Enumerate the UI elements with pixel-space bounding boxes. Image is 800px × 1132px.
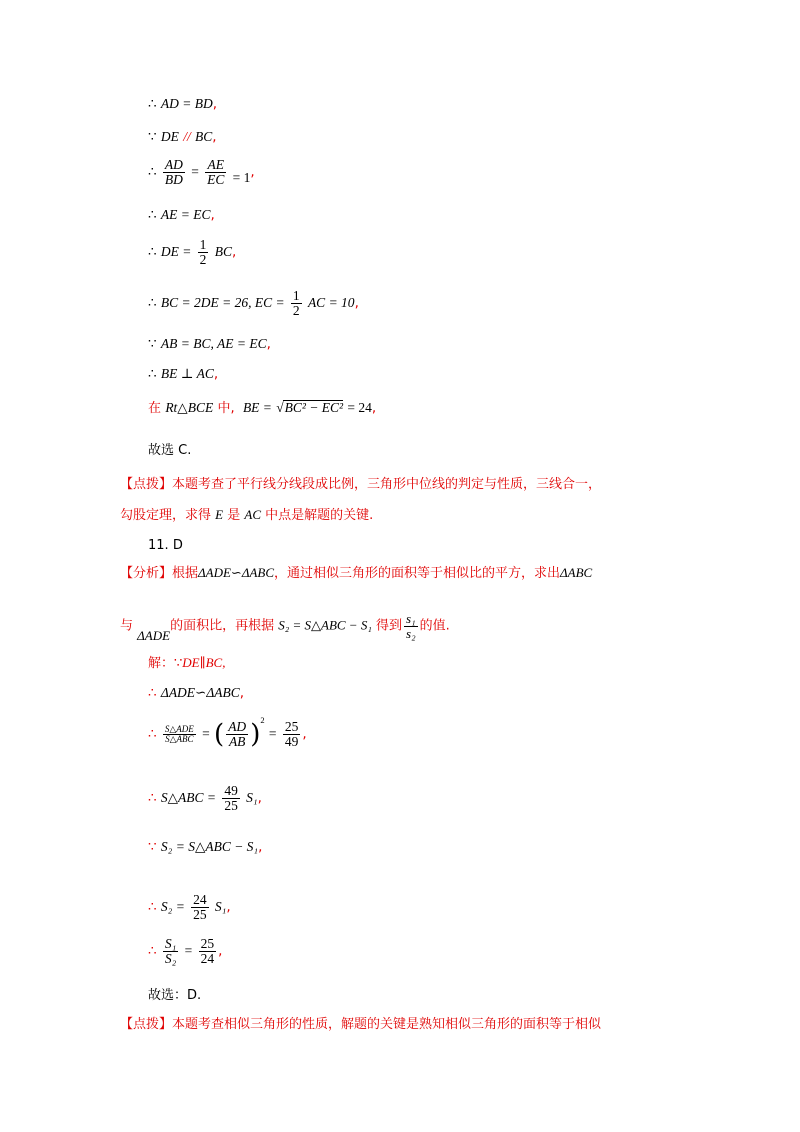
fraction: $\frac{\text{S△ADE}}{\text{S△ABC}}$ [164, 723, 194, 745]
fraction: $\frac{\text{s₁}}{\text{s₂}}$ [406, 611, 416, 641]
step-be-perp-ac: ∴ BE ⊥ AC, [148, 366, 219, 382]
analysis-paragraph: 【分析】根据ΔADE∽ΔABC，通过相似三角形的面积等于相似比的平方，求出ΔABC [120, 565, 593, 581]
solution-s-abc: ∴ S△ABC = $\frac{49}{25}$ S₁, [148, 783, 262, 814]
fraction: $\frac{25}{49}$ [284, 719, 299, 750]
step-pythagoras-be: 在 Rt△BCE 中, BE = √BC² − EC² = 24, [148, 400, 377, 416]
fraction: $\frac{1}{2}$ [199, 237, 207, 268]
tip-paragraph-2: 【点拨】本题考查相似三角形的性质，解题的关键是熟知相似三角形的面积等于相似 [120, 1017, 602, 1032]
solution-area-ratio: ∴ $\frac{\text{S△ADE}}{\text{S△ABC}}$ = ( $\frac{AD}{AB}$ )$^2$ = $\frac{25}{49}$ , [148, 714, 307, 750]
analysis-paragraph-cont: 与 ΔADE的面积比，再根据 S₂ = S△ABC − S₁ 得到 $\frac{\text{s₁}}{\text{s₂}}$ 的值. [120, 611, 450, 643]
fraction: $\frac{\text{S₁}}{\text{S₂}}$ [164, 936, 177, 967]
answer-choice-c: 故选 C. [148, 443, 192, 458]
fraction: $\frac{AD}{BD}$ [164, 157, 183, 188]
solution-s2-formula: ∵ S₂ = S△ABC − S₁, [148, 839, 263, 855]
tip-paragraph-1: 【点拨】本题考查了平行线分线段成比例，三角形中位线的判定与性质，三线合一， [120, 477, 602, 492]
step-ab-bc-ae-ec: ∵ AB = BC, AE = EC, [148, 336, 271, 352]
fraction: $\frac{24}{25}$ [193, 892, 207, 923]
fraction: $\frac{1}{2}$ [292, 288, 300, 319]
step-ratio-ad-bd: ∴ $\frac{AD}{BD}$ = $\frac{AE}{EC}$ = 1, [148, 157, 255, 188]
step-de-half-bc: ∴ DE = $\frac{1}{2}$ BC, [148, 237, 237, 268]
solution-start: 解：∵DE∥BC, [148, 655, 226, 671]
fraction: $\frac{25}{24}$ [200, 936, 215, 967]
fraction: $\frac{49}{25}$ [224, 783, 238, 814]
step-bc-26-ec-10: ∴ BC = 2DE = 26, EC = $\frac{1}{2}$ AC = 10, [148, 288, 359, 319]
question-11-answer: 11. D [148, 538, 183, 553]
step-ad-eq-bd: ∴ AD = BD, [148, 96, 218, 112]
answer-choice-d: 故选：D. [148, 988, 202, 1003]
solution-s2-value: ∴ S₂ = $\frac{24}{25}$ S₁, [148, 892, 231, 923]
solution-final-ratio: ∴ $\frac{\text{S₁}}{\text{S₂}}$ = $\frac{25}{24}$ , [148, 936, 223, 967]
square-root: BC² − EC² [284, 400, 344, 415]
fraction: $\frac{AD}{AB}$ [228, 719, 247, 750]
step-ae-eq-ec: ∴ AE = EC, [148, 207, 215, 223]
step-de-parallel-bc: ∵ DE // BC, [148, 129, 217, 145]
solution-similar-triangles: ∴ ΔADE∽ΔABC, [148, 685, 245, 701]
tip-paragraph-1-cont: 勾股定理，求得 E 是 AC 中点是解题的关键. [120, 507, 374, 523]
fraction: $\frac{AE}{EC}$ [207, 157, 225, 188]
